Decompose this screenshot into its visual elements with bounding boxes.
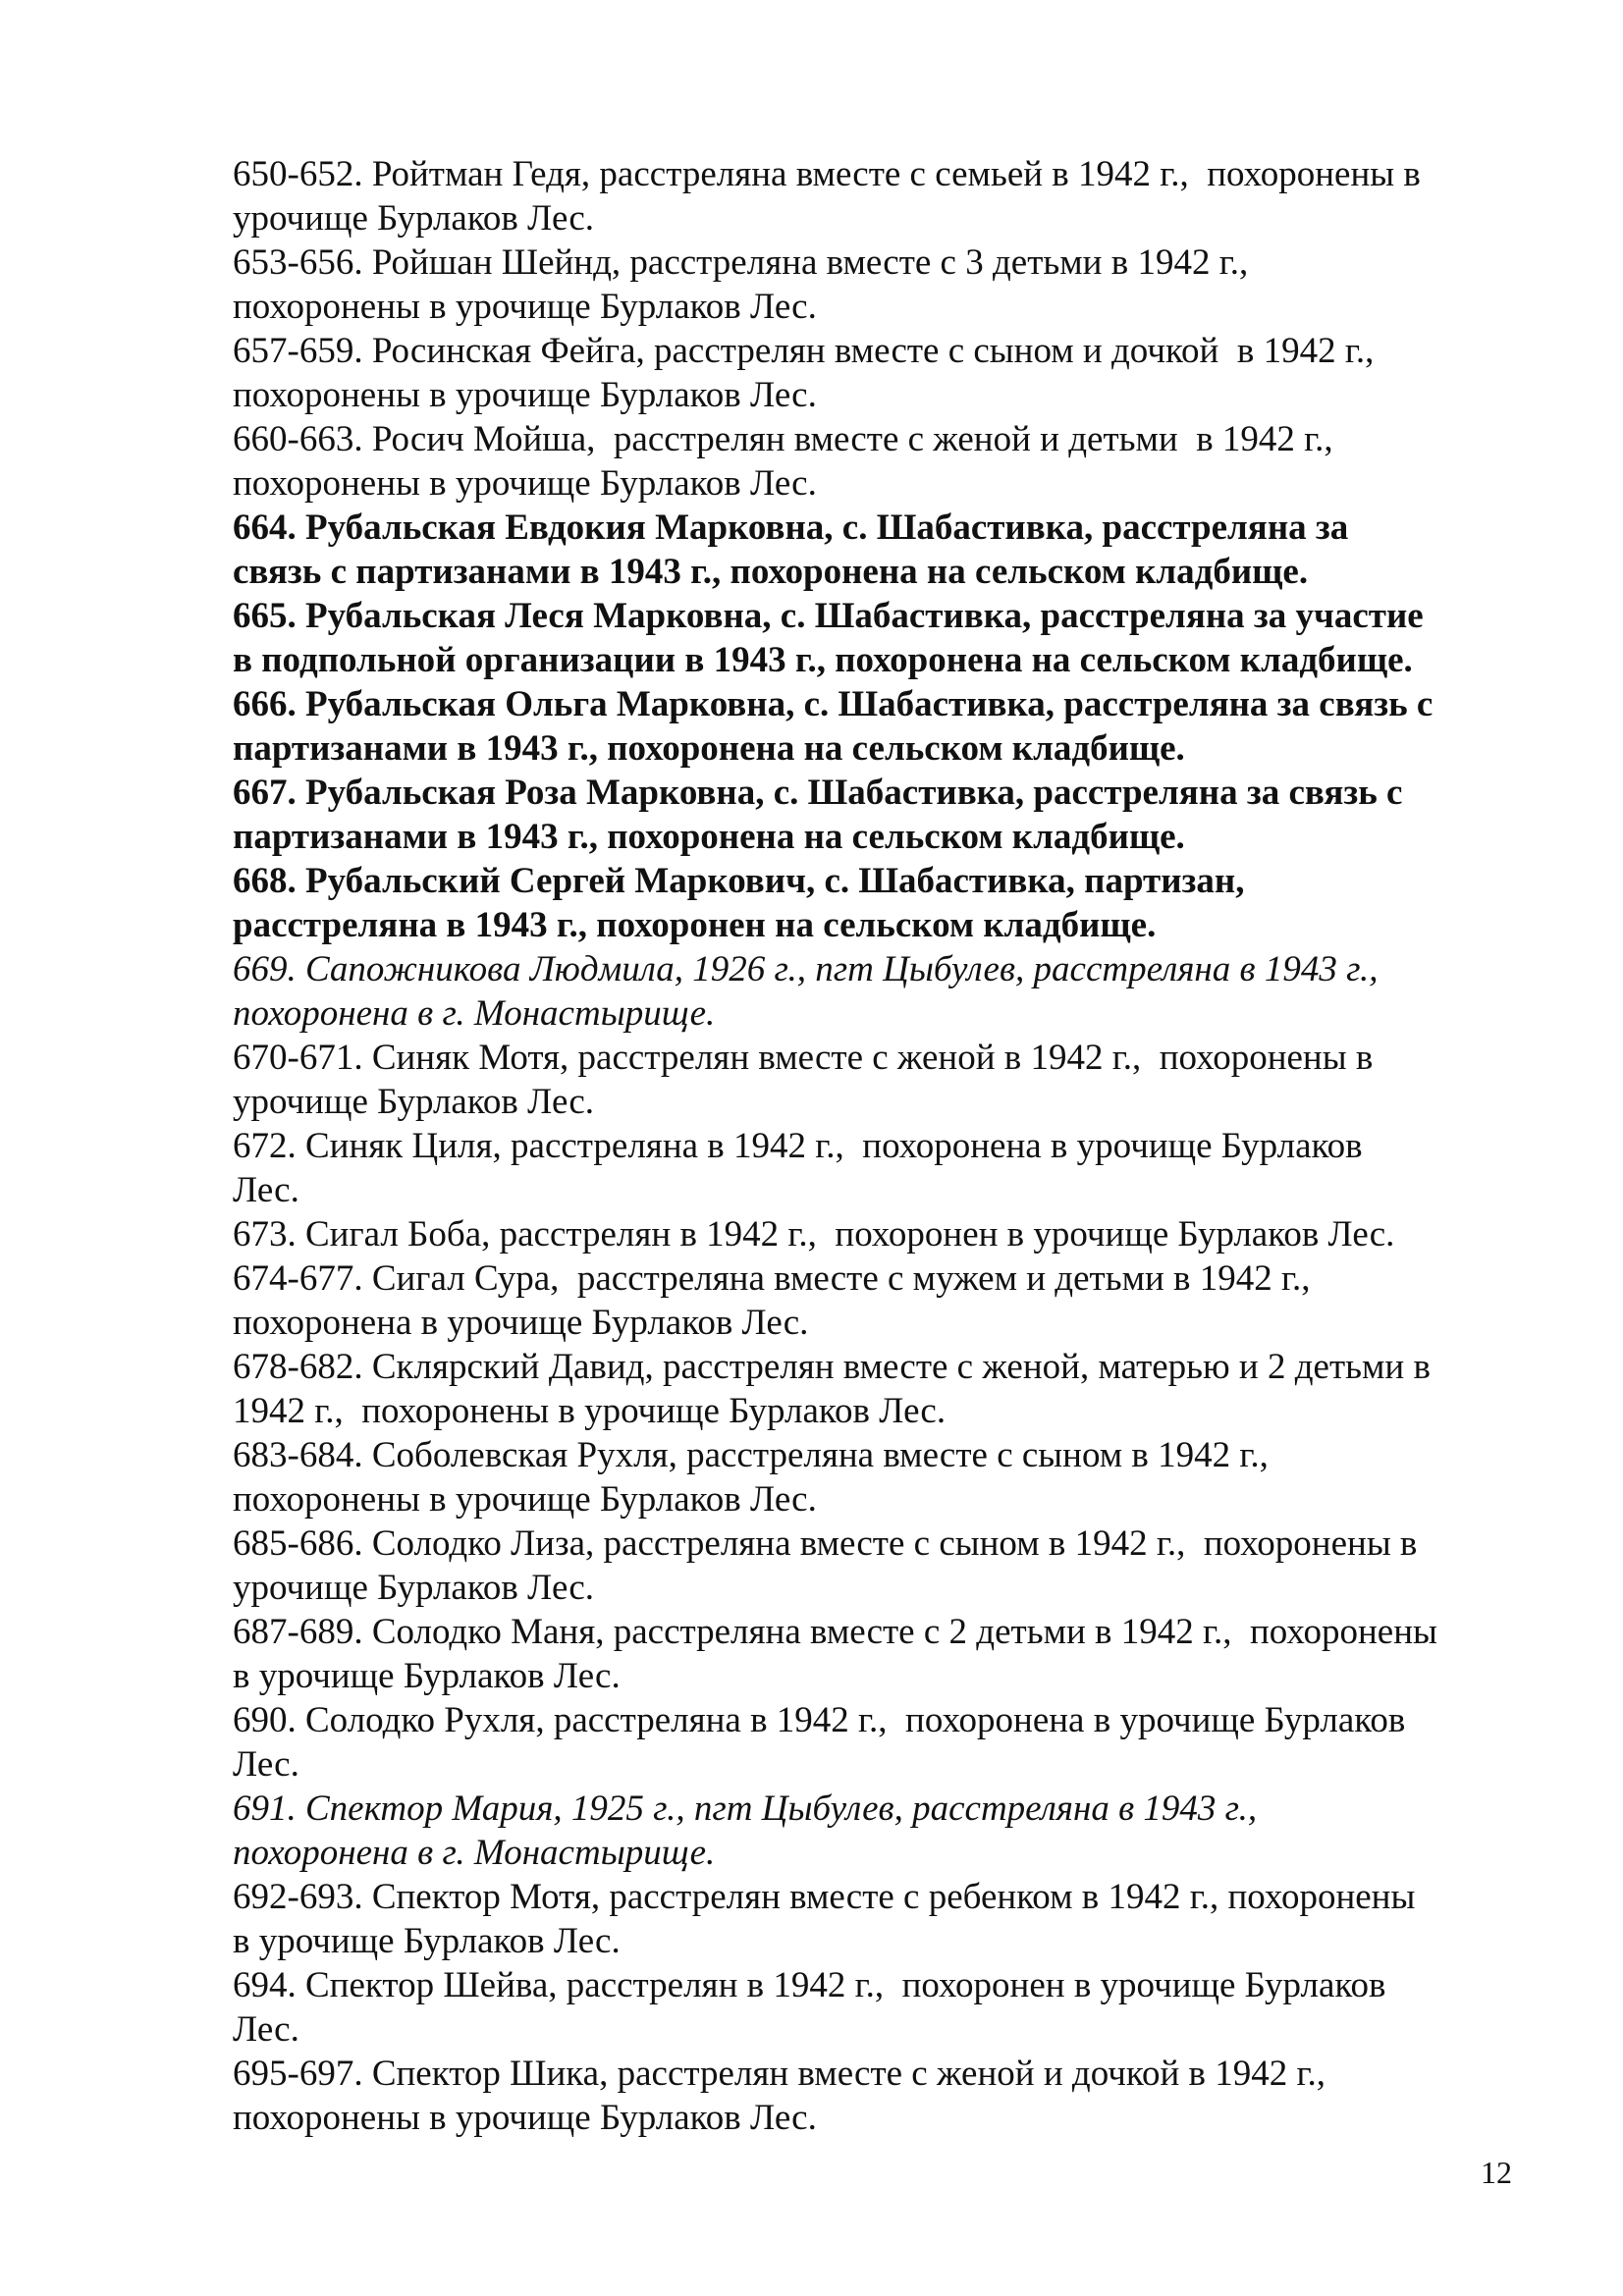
- memorial-entry: [233, 1963, 1534, 2052]
- entry-line: 660-663. Росич Мойша, расстрелян вместе с женой и детьми в 1942 г.,: [233, 419, 1333, 459]
- entry-line: похоронена в г. Монастырище.: [233, 993, 716, 1034]
- memorial-entry: [233, 1433, 1534, 1522]
- entry-line: 668. Рубальский Сергей Маркович, с. Шабастивка, партизан,: [233, 861, 1245, 901]
- memorial-entry: [233, 240, 1534, 329]
- memorial-entry: [233, 417, 1534, 506]
- entry-line: урочище Бурлаков Лес.: [233, 198, 595, 239]
- entry-line: похоронены в урочище Бурлаков Лес.: [233, 1479, 817, 1520]
- memorial-entry: [233, 329, 1534, 417]
- entry-line: 672. Синяк Циля, расстреляна в 1942 г., похоронена в урочище Бурлаков: [233, 1126, 1363, 1166]
- memorial-entry: [233, 1875, 1534, 1963]
- entry-line: Лес.: [233, 2009, 299, 2050]
- entry-line: 653-656. Ройшан Шейнд, расстреляна вместе с 3 детьми в 1942 г.,: [233, 242, 1249, 283]
- entry-line: 685-686. Солодко Лиза, расстреляна вместе с сыном в 1942 г., похоронены в: [233, 1523, 1418, 1564]
- entry-line: 657-659. Росинская Фейга, расстрелян вместе с сыном и дочкой в 1942 г.,: [233, 331, 1375, 371]
- memorial-entry: [233, 594, 1534, 682]
- entry-line: 673. Сигал Боба, расстрелян в 1942 г., похоронен в урочище Бурлаков Лес.: [233, 1214, 1395, 1255]
- entry-line: 666. Рубальская Ольга Марковна, с. Шабастивка, расстреляна за связь с: [233, 684, 1434, 724]
- entry-line: похоронены в урочище Бурлаков Лес.: [233, 287, 817, 327]
- entry-line: 678-682. Склярский Давид, расстрелян вместе с женой, матерью и 2 детьми в: [233, 1347, 1431, 1387]
- memorial-entry: [233, 947, 1534, 1036]
- entry-line: 670-671. Синяк Мотя, расстрелян вместе с женой в 1942 г., похоронены в: [233, 1038, 1374, 1078]
- entry-line: в урочище Бурлаков Лес.: [233, 1921, 621, 1961]
- page-number: 12: [1481, 2155, 1512, 2190]
- entry-line: 692-693. Спектор Мотя, расстрелян вместе с ребенком в 1942 г., похоронены: [233, 1877, 1416, 1917]
- entry-line: в урочище Бурлаков Лес.: [233, 1656, 621, 1696]
- entry-line: 667. Рубальская Роза Марковна, с. Шабастивка, расстреляна за связь с: [233, 773, 1403, 813]
- entry-line: 694. Спектор Шейва, расстрелян в 1942 г., похоронен в урочище Бурлаков: [233, 1965, 1386, 2005]
- entry-line: партизанами в 1943 г., похоронена на сельском кладбище.: [233, 817, 1185, 857]
- entry-line: 650-652. Ройтман Гедя, расстреляна вместе с семьей в 1942 г., похоронены в: [233, 154, 1421, 194]
- memorial-entry: [233, 1787, 1534, 1875]
- entry-line: 664. Рубальская Евдокия Марковна, с. Шабастивка, расстреляна за: [233, 507, 1349, 548]
- entry-line: связь с партизанами в 1943 г., похоронена на сельском кладбище.: [233, 552, 1309, 592]
- entry-line: в подпольной организации в 1943 г., похоронена на сельском кладбище.: [233, 640, 1413, 680]
- entry-line: 691. Спектор Мария, 1925 г., пгт Цыбулев, расстреляна в 1943 г.,: [233, 1789, 1258, 1829]
- entry-line: похоронена в г. Монастырище.: [233, 1833, 716, 1873]
- entry-line: похоронены в урочище Бурлаков Лес.: [233, 375, 817, 415]
- entry-line: 669. Сапожникова Людмила, 1926 г., пгт Цыбулев, расстреляна в 1943 г.,: [233, 949, 1379, 989]
- entry-line: похоронены в урочище Бурлаков Лес.: [233, 2098, 817, 2138]
- memorial-entry: [233, 682, 1534, 771]
- entry-line: 674-677. Сигал Сура, расстреляна вместе с мужем и детьми в 1942 г.,: [233, 1258, 1311, 1299]
- entry-line: расстреляна в 1943 г., похоронен на сельском кладбище.: [233, 905, 1157, 945]
- memorial-entry: [233, 1124, 1534, 1212]
- entry-line: 690. Солодко Рухля, расстреляна в 1942 г., похоронена в урочище Бурлаков: [233, 1700, 1406, 1740]
- entry-line: похоронены в урочище Бурлаков Лес.: [233, 463, 817, 504]
- memorial-entry: [233, 771, 1534, 859]
- document-body: [233, 152, 1534, 2140]
- memorial-entry: [233, 2052, 1534, 2140]
- entry-line: Лес.: [233, 1170, 299, 1210]
- entry-line: партизанами в 1943 г., похоронена на сельском кладбище.: [233, 728, 1185, 769]
- entry-line: Лес.: [233, 1744, 299, 1785]
- memorial-entry: [233, 859, 1534, 947]
- memorial-entry: [233, 1610, 1534, 1698]
- entry-line: 687-689. Солодко Маня, расстреляна вместе с 2 детьми в 1942 г., похоронены: [233, 1612, 1437, 1652]
- memorial-entry: [233, 1522, 1534, 1610]
- entry-line: 1942 г., похоронены в урочище Бурлаков Лес.: [233, 1391, 947, 1431]
- memorial-entry: [233, 1256, 1534, 1345]
- memorial-entry: [233, 152, 1534, 240]
- entry-line: 683-684. Соболевская Рухля, расстреляна вместе с сыном в 1942 г.,: [233, 1435, 1269, 1475]
- entry-line: 665. Рубальская Леся Марковна, с. Шабастивка, расстреляна за участие: [233, 596, 1424, 636]
- entry-line: похоронена в урочище Бурлаков Лес.: [233, 1303, 809, 1343]
- memorial-entry: [233, 1698, 1534, 1787]
- memorial-entry: [233, 1345, 1534, 1433]
- memorial-entry: [233, 1036, 1534, 1124]
- entry-line: 695-697. Спектор Шика, расстрелян вместе с женой и дочкой в 1942 г.,: [233, 2054, 1325, 2094]
- entry-line: урочище Бурлаков Лес.: [233, 1568, 595, 1608]
- entry-line: урочище Бурлаков Лес.: [233, 1082, 595, 1122]
- memorial-entry: [233, 506, 1534, 594]
- memorial-entry: [233, 1212, 1534, 1256]
